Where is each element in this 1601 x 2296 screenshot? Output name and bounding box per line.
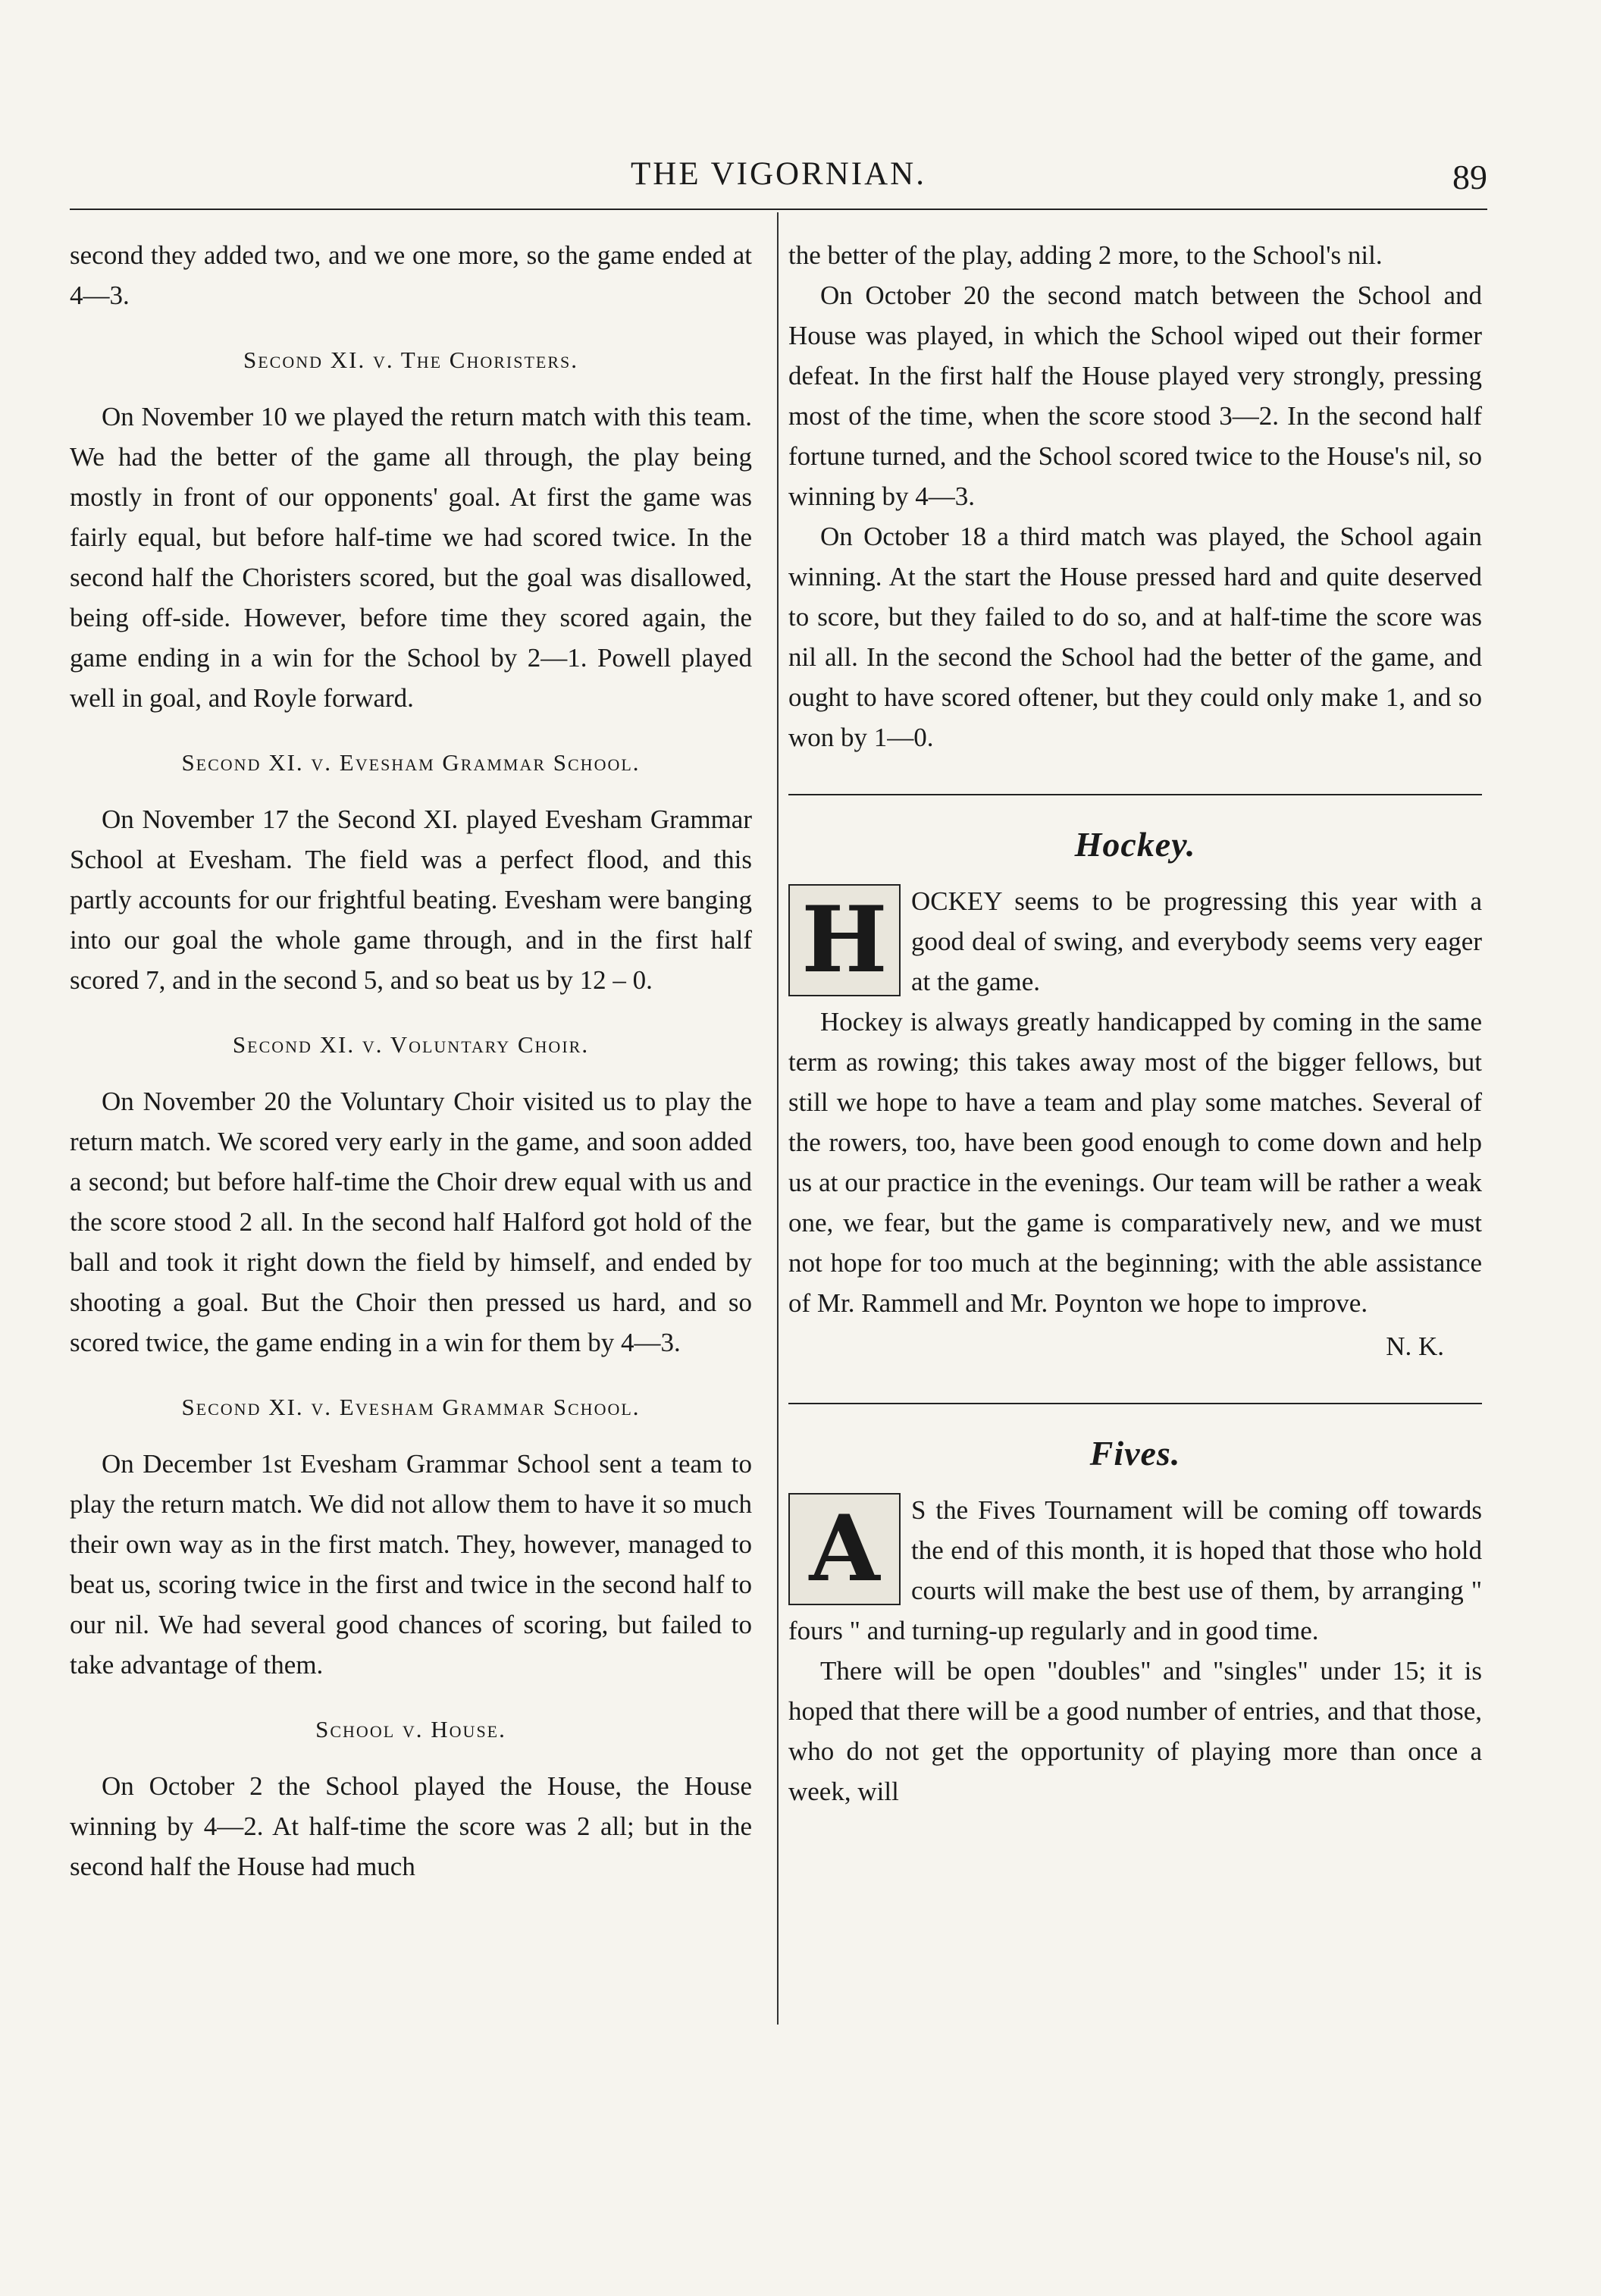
section-heading: Second XI. v. Voluntary Choir. — [232, 1031, 590, 1058]
section-rule — [788, 1403, 1482, 1404]
paragraph: OCKEY seems to be progressing this year with a good deal of swing, and everybody seems very eager at the game. — [911, 886, 1482, 996]
hockey-title: Hockey. — [1074, 825, 1196, 864]
paragraph: the better of the play, adding 2 more, to the School's nil. — [788, 240, 1383, 270]
right-column — [788, 235, 1482, 1811]
section-heading: Second XI. v. Evesham Grammar School. — [181, 1394, 641, 1420]
journal-title: THE VIGORNIAN. — [631, 156, 926, 192]
column-divider — [777, 212, 779, 2025]
paragraph: On November 17 the Second XI. played Evesham Grammar School at Evesham. The field was a perfect flood, and this partly accounts for our frightful beating. Evesham were banging into our goal the whole game through, and in the first half scored 7, and in the second 5, and so beat us by 12 – 0. — [70, 805, 752, 995]
section-heading: Second XI. v. The Choristers. — [243, 347, 579, 373]
paragraph: On October 20 the second match between the School and House was played, in which the School wiped out their former defeat. In the first half the House played very strongly, pressing most of the time, when the score stood 3—2. In the second half fortune turned, and the School scored twice to the House's nil, so winning by 4—3. — [788, 281, 1482, 511]
fives-dropcap — [788, 1493, 901, 1605]
paragraph: There will be open "doubles" and "singles" under 15; it is hoped that there will be a good number of entries, and that those, who do not get the opportunity of playing more than once a week, will — [788, 1656, 1482, 1806]
section-heading: School v. House. — [315, 1716, 506, 1742]
left-column — [70, 235, 752, 1887]
hockey-dropcap — [788, 884, 901, 996]
paragraph: On November 10 we played the return match with this team. We had the better of the game all through, the play being mostly in front of our opponents' goal. At first the game was fairly equal, but before half-time we had scored twice. In the second half the Choristers scored, but the goal was disallowed, being off-side. However, before time they scored again, the game ending in a win for the School by 2—1. Powell played well in goal, and Royle forward. — [70, 402, 752, 713]
paragraph: On December 1st Evesham Grammar School sent a team to play the return match. We did not allow them to have it so much their own way as in the first match. They, however, managed to beat us, scoring twice in the first and twice in the second half to our nil. We had several good chances of scoring, but failed to take advantage of them. — [70, 1449, 752, 1680]
dropcap-letter: A — [809, 1495, 880, 1602]
running-head — [70, 155, 1487, 201]
paragraph: On October 2 the School played the House, the House winning by 4—2. At half-time the score was 2 all; but in the second half the House had much — [70, 1771, 752, 1881]
header-rule — [70, 209, 1487, 210]
paragraph: On October 18 a third match was played, the School again winning. At the start the House pressed hard and quite deserved to score, but they failed to do so, and at half-time the score was nil all. In the second the School had the better of the game, and ought to have scored oftener, but they could only make 1, and so won by 1—0. — [788, 522, 1482, 752]
paragraph: second they added two, and we one more, so the game ended at 4—3. — [70, 240, 752, 310]
page-number: 89 — [1452, 158, 1487, 196]
signature: N. K. — [1386, 1331, 1444, 1361]
paragraph: On November 20 the Voluntary Choir visited us to play the return match. We scored very early in the game, and soon added a second; but before half-time the Choir drew equal with us and the score stood 2 all. In the second half Halford got hold of the ball and took it right down the field by himself, and ended by shooting a goal. But the Choir then pressed us hard, and so scored twice, the game ending in a win for them by 4—3. — [70, 1087, 752, 1357]
paragraph: Hockey is always greatly handicapped by coming in the same term as rowing; this takes away most of the bigger fellows, but still we hope to have a team and play some matches. Several of the rowers, too, have been good enough to come down and help us at our practice in the evenings. Our team will be rather a weak one, we fear, but the game is comparatively new, and we must not hope for too much at the beginning; with the able assistance of Mr. Rammell and Mr. Poynton we hope to improve. — [788, 1007, 1482, 1318]
paragraph: S the Fives Tournament will be coming off towards the end of this month, it is hoped that those who hold courts will make the best use of them, by arranging " fours " and turning-up regularly and in good time. — [788, 1495, 1482, 1645]
fives-title: Fives. — [1089, 1434, 1181, 1473]
section-heading: Second XI. v. Evesham Grammar School. — [181, 749, 641, 776]
section-rule — [788, 794, 1482, 795]
dropcap-letter: H — [801, 886, 888, 993]
